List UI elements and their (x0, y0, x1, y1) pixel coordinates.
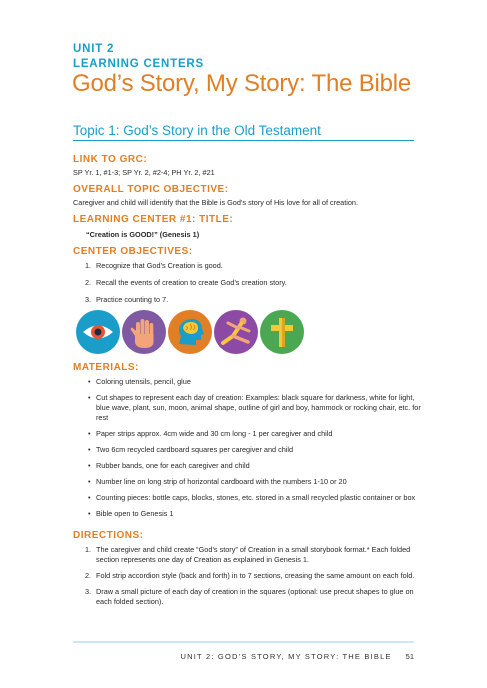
list-item: • Counting pieces: bottle caps, blocks, stones, etc. stored in a small recycled plastic container or box (96, 493, 426, 503)
topic-divider (73, 140, 414, 141)
head-icon (168, 310, 212, 354)
list-item: 3. Draw a small picture of each day of creation in the squares (optional: use precut shapes to glue on each folded section). (85, 587, 414, 606)
hand-icon (122, 310, 166, 354)
movement-icon (214, 310, 258, 354)
unit-label: UNIT 2 (73, 43, 115, 55)
materials-list (96, 377, 426, 525)
list-item: 1. The caregiver and child create “God’s story” of Creation in a small storybook format.* Each folded section represents one day of Creation as explained in Genesis 1. (85, 545, 411, 564)
list-item: • Coloring utensils, pencil, glue (96, 377, 426, 387)
cross-icon (260, 310, 304, 354)
list-item: 2. Recall the events of creation to create God’s creation story. (85, 278, 287, 287)
list-item: • Paper strips approx. 4cm wide and 30 cm long - 1 per caregiver and child (96, 429, 426, 439)
objective-text: Caregiver and child will identify that the Bible is God’s story of His love for all of creation. (73, 198, 358, 207)
materials-heading: MATERIALS: (73, 362, 139, 373)
footer-divider (73, 641, 414, 643)
list-item: • Cut shapes to represent each day of creation: Examples: black square for darkness, white for light, blue wave, plant, sun, moon, animal shape, outline of girl and boy, hammock or rocking chair, etc. for rest (96, 393, 426, 423)
center-objectives-heading: CENTER OBJECTIVES: (73, 246, 193, 257)
topic-heading: Topic 1: God’s Story in the Old Testament (73, 123, 321, 138)
center-objectives-list (85, 261, 416, 305)
footer (181, 652, 414, 661)
link-heading: LINK TO GRC: (73, 154, 148, 165)
list-item: • Two 6cm recycled cardboard squares per caregiver and child (96, 445, 426, 455)
page-title: God’s Story, My Story: The Bible (72, 70, 412, 97)
objective-heading: OVERALL TOPIC OBJECTIVE: (73, 184, 229, 195)
learning-center-heading: LEARNING CENTER #1: TITLE: (73, 214, 234, 225)
list-item: 2. Fold strip accordion style (back and forth) in to 7 sections, creasing the same amount on each fold. (85, 571, 415, 580)
directions-heading: DIRECTIONS: (73, 530, 144, 541)
section-label: LEARNING CENTERS (73, 58, 205, 70)
learning-center-title: “Creation is GOOD!” (Genesis 1) (86, 230, 200, 239)
directions-list (85, 545, 426, 607)
eye-icon (76, 310, 120, 354)
footer-title: UNIT 2: GOD’S STORY, MY STORY: THE BIBLE (180, 652, 392, 661)
list-item: 1. Recognize that God’s Creation is good. (85, 261, 223, 270)
development-icons (76, 310, 316, 356)
list-item: • Bible open to Genesis 1 (96, 509, 426, 519)
link-text: SP Yr. 1, #1-3; SP Yr. 2, #2-4; PH Yr. 2, #21 (73, 168, 215, 177)
list-item: • Rubber bands, one for each caregiver and child (96, 461, 426, 471)
list-item: • Number line on long strip of horizontal cardboard with the numbers 1-10 or 20 (96, 477, 426, 487)
list-item: 3. Practice counting to 7. (85, 295, 169, 304)
page-number: 51 (405, 652, 414, 661)
